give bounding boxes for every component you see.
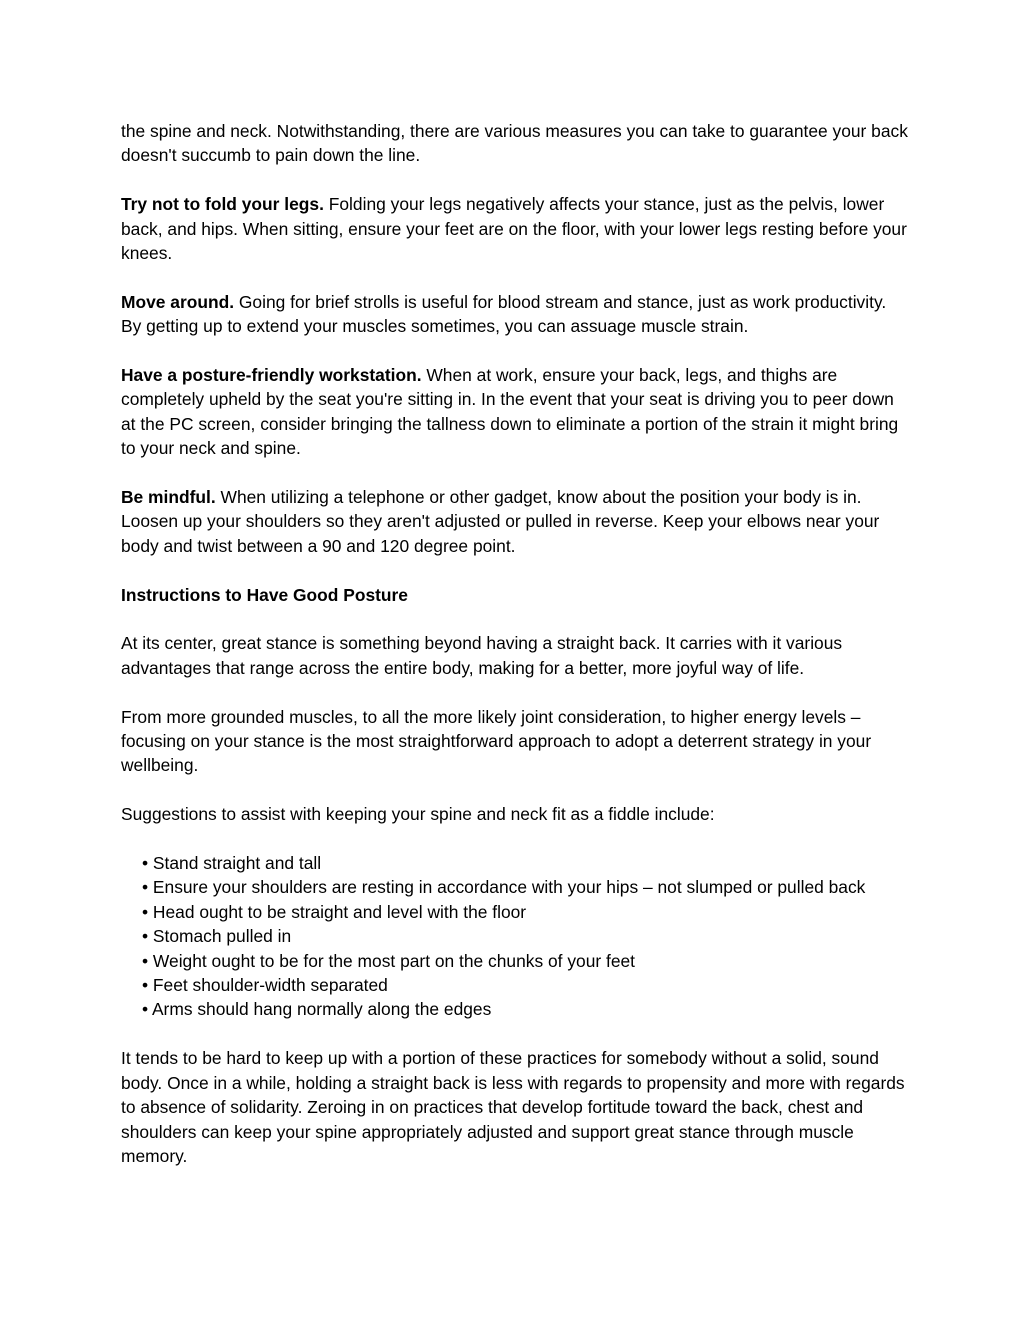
list-item: • Feet shoulder-width separated: [142, 975, 388, 996]
tip-paragraph: [121, 192, 911, 265]
body-paragraph: Suggestions to assist with keeping your spine and neck fit as a fiddle include:: [121, 804, 715, 825]
list-item: • Ensure your shoulders are resting in accordance with your hips – not slumped or pulled back: [142, 877, 866, 898]
tip-text: When utilizing a telephone or other gadget, know about the position your body is in. Loosen up your shoulders so they aren't adjusted or pulled in reverse. Keep your elbows near your body and twist between a 90 and 120 degree point.: [121, 487, 880, 556]
list-item: • Weight ought to be for the most part on the chunks of your feet: [142, 950, 635, 971]
list-item: • Stand straight and tall: [142, 853, 322, 874]
tip-text: When at work, ensure your back, legs, and thighs are completely upheld by the seat you're sitting in. In the event that your seat is driving you to peer down at the PC screen, consider bringing the tallness down to eliminate a portion of the strain it might bring to your neck and spine.: [121, 365, 899, 459]
tip-title: Have a posture-friendly workstation.: [121, 365, 422, 386]
body-paragraph: At its center, great stance is something beyond having a straight back. It carries with it various advantages that range across the entire body, making for a better, more joyful way of life.: [121, 633, 843, 678]
intro-paragraph: the spine and neck. Notwithstanding, there are various measures you can take to guarantee your back doesn't succumb to pain down the line.: [121, 121, 908, 166]
tip-paragraph: [121, 485, 911, 558]
tip-title: Move around.: [121, 291, 235, 312]
tip-title: Try not to fold your legs.: [121, 194, 324, 215]
bullet-list: [121, 851, 911, 1022]
list-item: • Arms should hang normally along the edges: [142, 999, 492, 1020]
closing-paragraph: It tends to be hard to keep up with a portion of these practices for somebody without a solid, sound body. Once in a while, holding a straight back is less with regards to propensity and more with regards to absence of solidarity. Zeroing in on practices that develop fortitude toward the back, chest and shoulders can keep your spine appropriately adjusted and support great stance through muscle memory.: [121, 1048, 905, 1166]
document-page: [121, 119, 911, 1193]
tip-text: Going for brief strolls is useful for blood stream and stance, just as work productivity. By getting up to extend your muscles sometimes, you can assuage muscle strain.: [121, 291, 887, 337]
list-item: • Stomach pulled in: [142, 926, 292, 947]
body-paragraph: From more grounded muscles, to all the more likely joint consideration, to higher energy levels – focusing on your stance is the most straightforward approach to adopt a deterrent strategy in your wellbeing.: [121, 706, 872, 776]
tip-paragraph: [121, 290, 911, 339]
tip-title: Be mindful.: [121, 487, 216, 508]
tip-text: Folding your legs negatively affects your stance, just as the pelvis, lower back, and hips. When sitting, ensure your feet are on the floor, with your lower legs resting before your knees.: [121, 194, 907, 264]
tip-paragraph: [121, 363, 911, 461]
list-item: • Head ought to be straight and level with the floor: [142, 901, 527, 922]
section-heading: Instructions to Have Good Posture: [121, 584, 408, 605]
